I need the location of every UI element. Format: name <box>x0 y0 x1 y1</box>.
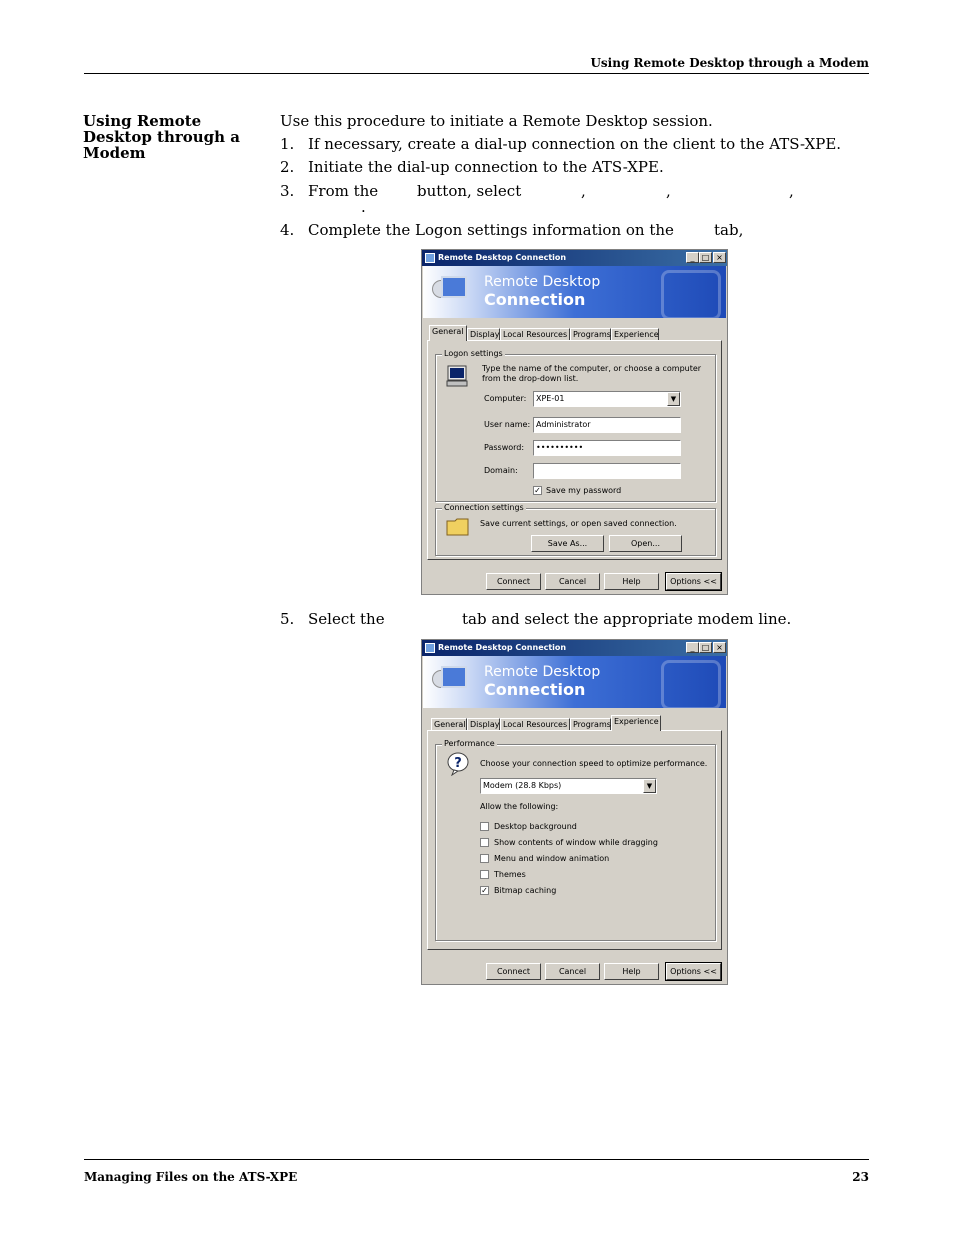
svg-text:?: ? <box>454 756 462 771</box>
step-number: 1. <box>280 135 295 153</box>
window-title: Remote Desktop Connection <box>438 253 567 262</box>
app-icon <box>425 643 435 653</box>
options-button[interactable]: Options << <box>666 573 721 590</box>
step-text-part: From the <box>308 182 379 200</box>
tab-general[interactable]: General <box>431 718 467 730</box>
step-number: 4. <box>280 221 295 239</box>
banner <box>423 266 726 318</box>
footer-title: Managing Files on the ATS-XPE <box>84 1170 298 1184</box>
connect-button[interactable]: Connect <box>486 573 541 590</box>
step-text-part: . <box>361 198 366 216</box>
tab-display[interactable]: Display <box>467 718 500 730</box>
menu-animation-checkbox[interactable] <box>480 854 489 863</box>
monitor-icon <box>441 666 467 688</box>
chevron-down-icon[interactable]: ▼ <box>667 392 680 406</box>
section-heading: Using Remote Desktop through a Modem <box>83 112 241 162</box>
logon-settings-group <box>435 349 716 502</box>
logon-help-text: Type the name of the computer, or choose a computer from the drop-down list. <box>482 364 702 383</box>
maximize-icon[interactable]: □ <box>699 252 712 263</box>
tab-panel <box>427 340 722 560</box>
password-label: Password: <box>484 443 525 452</box>
step-number: 5. <box>280 610 295 628</box>
computer-icon <box>446 365 468 387</box>
cancel-button[interactable]: Cancel <box>545 573 600 590</box>
tab-local-resources[interactable]: Local Resources <box>500 718 570 730</box>
step-text-part: , <box>581 182 586 200</box>
connection-settings-group <box>435 503 716 556</box>
connection-help-text: Save current settings, or open saved connection. <box>480 519 677 528</box>
open-button[interactable]: Open... <box>609 535 682 552</box>
tab-panel <box>427 730 722 950</box>
computer-combo[interactable] <box>533 391 681 407</box>
app-icon <box>425 253 435 263</box>
option-label: Desktop background <box>494 822 577 831</box>
chevron-down-icon[interactable]: ▼ <box>643 779 656 793</box>
connection-speed-value: Modem (28.8 Kbps) <box>483 781 562 790</box>
step-text: Initiate the dial-up connection to the ATS-XPE. <box>308 158 664 176</box>
tab-programs[interactable]: Programs <box>570 718 611 730</box>
allow-label: Allow the following: <box>480 802 559 811</box>
step-text-part: Complete the Logon settings information on the <box>308 221 674 239</box>
banner <box>423 656 726 708</box>
save-password-checkbox[interactable]: ✓ <box>534 486 541 495</box>
title-bar[interactable] <box>422 640 727 656</box>
option-label: Themes <box>494 870 526 879</box>
tab-general[interactable]: General <box>429 325 467 341</box>
window-title: Remote Desktop Connection <box>438 643 567 652</box>
domain-input[interactable] <box>533 463 681 479</box>
banner-line-1: Remote Desktop <box>484 274 601 290</box>
step-text-part: tab, <box>714 221 744 239</box>
group-label: Logon settings <box>444 349 503 358</box>
step-number: 2. <box>280 158 295 176</box>
page-number: 23 <box>852 1170 869 1184</box>
step-text-part: , <box>666 182 671 200</box>
show-window-contents-checkbox[interactable] <box>480 838 489 847</box>
folder-icon <box>446 517 470 537</box>
group-label: Performance <box>444 739 495 748</box>
password-input[interactable]: •••••••••• <box>533 440 681 456</box>
step-number: 3. <box>280 182 295 200</box>
close-icon[interactable]: × <box>713 252 726 263</box>
running-header: Using Remote Desktop through a Modem <box>590 56 869 70</box>
close-icon[interactable]: × <box>713 642 726 653</box>
monitor-icon <box>441 276 467 298</box>
group-label: Connection settings <box>444 503 524 512</box>
step-text: If necessary, create a dial-up connection on the client to the ATS-XPE. <box>308 135 842 153</box>
tab-local-resources[interactable]: Local Resources <box>500 328 570 340</box>
connection-speed-select[interactable] <box>480 778 657 794</box>
footer-rule <box>84 1159 869 1160</box>
watermark-icon <box>661 270 721 318</box>
rdc-dialog-general <box>421 249 728 595</box>
step-text-part: , <box>789 182 794 200</box>
performance-help-text: Choose your connection speed to optimize performance. <box>480 759 708 768</box>
option-label: Menu and window animation <box>494 854 610 863</box>
watermark-icon <box>661 660 721 708</box>
domain-label: Domain: <box>484 466 518 475</box>
banner-line-2: Connection <box>484 680 586 699</box>
header-rule <box>84 73 869 74</box>
username-label: User name: <box>484 420 531 429</box>
maximize-icon[interactable]: □ <box>699 642 712 653</box>
computer-label: Computer: <box>484 394 527 403</box>
minimize-icon[interactable]: _ <box>686 252 699 263</box>
themes-checkbox[interactable] <box>480 870 489 879</box>
step-text-part: tab and select the appropriate modem line. <box>462 610 792 628</box>
step-text-part: Select the <box>308 610 385 628</box>
intro-text: Use this procedure to initiate a Remote Desktop session. <box>280 112 713 130</box>
option-label: Show contents of window while dragging <box>494 838 658 847</box>
option-label: Bitmap caching <box>494 886 557 895</box>
help-button[interactable]: Help <box>604 573 659 590</box>
tab-programs[interactable]: Programs <box>570 328 611 340</box>
cancel-button[interactable]: Cancel <box>545 963 600 980</box>
options-button[interactable]: Options << <box>666 963 721 980</box>
banner-line-1: Remote Desktop <box>484 664 601 680</box>
rdc-dialog-experience <box>421 639 728 985</box>
connect-button[interactable]: Connect <box>486 963 541 980</box>
question-icon <box>446 752 470 776</box>
tab-experience[interactable]: Experience <box>611 715 661 731</box>
title-bar[interactable] <box>422 250 727 266</box>
save-as-button[interactable]: Save As... <box>531 535 604 552</box>
username-input[interactable]: Administrator <box>533 417 681 433</box>
tab-display[interactable]: Display <box>467 328 500 340</box>
computer-value: XPE-01 <box>536 394 565 403</box>
help-button[interactable]: Help <box>604 963 659 980</box>
save-password-label: Save my password <box>546 486 622 495</box>
desktop-background-checkbox[interactable] <box>480 822 489 831</box>
performance-group <box>435 739 716 941</box>
step-text-part: button, select <box>417 182 522 200</box>
bitmap-caching-checkbox[interactable]: ✓ <box>481 886 488 895</box>
minimize-icon[interactable]: _ <box>686 642 699 653</box>
banner-line-2: Connection <box>484 290 586 309</box>
tab-experience[interactable]: Experience <box>611 328 659 340</box>
